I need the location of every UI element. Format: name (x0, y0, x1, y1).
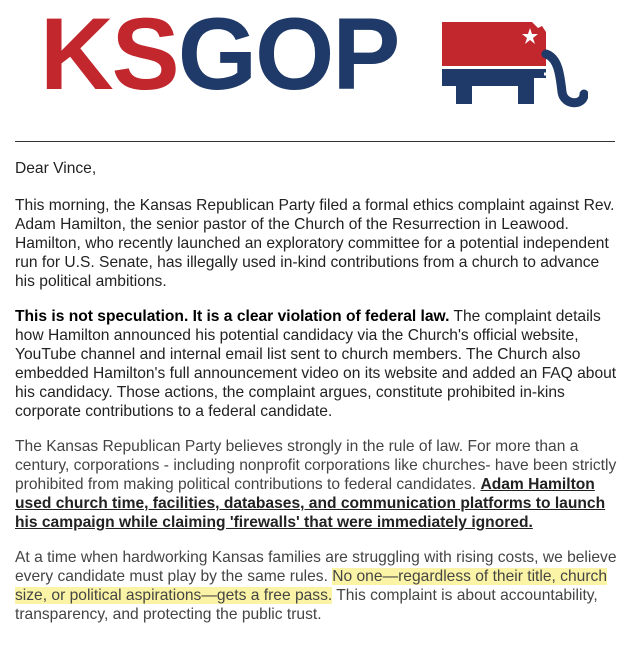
hamilton-underlined-text: Adam Hamilton used church time, facilities, databases, and communication platforms to launch his campaign while claiming 'firewalls' that were immediately ignored. (15, 476, 606, 531)
violation-bold-text: This is not speculation. It is a clear violation of federal law. (15, 308, 450, 325)
email-body (15, 159, 620, 640)
rule-of-law-text: The Kansas Republican Party believes strongly in the rule of law. For more than a century, corporations - including nonprofit corporations like churches- have been strictly prohibited from making political contributions to federal candidates. (15, 438, 617, 493)
email-greeting: Dear Vince, (15, 160, 97, 177)
paragraph-complaint-intro: This morning, the Kansas Republican Party filed a formal ethics complaint against Rev. Adam Hamilton, the senior pastor of the Church of the Resurrection in Leawood. Hamilton, who recently launched an exploratory committee for a potential independent run for U.S. Senate, has illegally used in-kind contributions from a church to advance his political ambitions. (15, 197, 615, 290)
ksgop-logo (40, 0, 398, 114)
logo-ks-text: KS (40, 0, 178, 111)
accountability-rest-text: This complaint is about accountability, transparency, and protecting the public trust. (15, 587, 598, 623)
highlighted-free-pass-text: No one—regardless of their title, church size, or political aspirations—gets a free pass. (15, 568, 607, 604)
paragraph-violation (15, 307, 620, 421)
violation-detail-text: The complaint details how Hamilton announced his potential candidacy via the Church's official website, YouTube channel and internal email list sent to church members. The Church also embedded Hamilton's full announcement video on its website and added an FAQ about his candidacy. Those actions, the complaint argues, constitute prohibited in-kins corporate contributions to a federal candidate. (15, 308, 617, 420)
header-divider (15, 141, 615, 142)
paragraph-rule-of-law (15, 437, 620, 532)
logo-gop-text: GOP (177, 0, 399, 111)
republican-elephant-kansas-icon (438, 14, 588, 109)
accountability-text: At a time when hardworking Kansas families are struggling with rising costs, we believe every candidate must play by the same rules. (15, 549, 617, 585)
paragraph-accountability (15, 548, 620, 624)
email-header (0, 0, 630, 120)
